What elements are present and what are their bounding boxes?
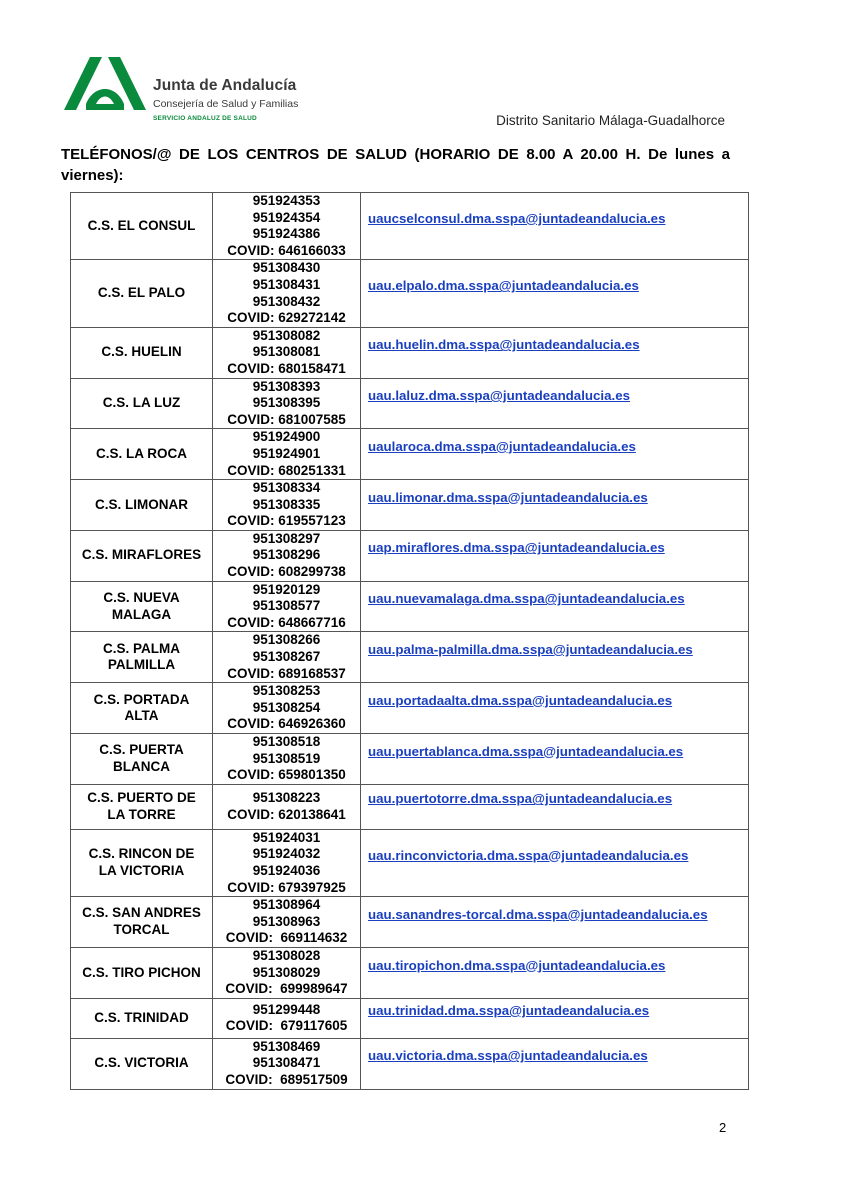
table-row: [71, 683, 749, 734]
center-name-text: C.S. VICTORIA: [94, 1055, 189, 1071]
center-phones: [213, 632, 361, 683]
center-name-text: C.S. PUERTA BLANCA: [99, 742, 184, 774]
phone-number: 951924353: [252, 193, 321, 208]
center-name-text: C.S. EL CONSUL: [87, 217, 196, 233]
center-name: [71, 998, 213, 1038]
department-name: Consejería de Salud y Familias: [153, 98, 299, 110]
center-email-cell: [361, 260, 749, 327]
center-email-cell: [361, 327, 749, 378]
phone-number: 951308297: [252, 530, 321, 546]
center-name-text: C.S. PALMA PALMILLA: [103, 640, 180, 673]
phone-number: 951308964: [252, 897, 321, 913]
phone-number: 951308266: [252, 632, 321, 648]
center-phones: [213, 947, 361, 998]
email-link[interactable]: uau.limonar.dma.sspa@juntadeandalucia.es: [368, 489, 648, 505]
org-name: Junta de Andalucía: [153, 77, 297, 94]
phone-number: COVID: 699989647: [225, 981, 348, 997]
center-email-cell: [361, 683, 749, 734]
phone-number: 951299448: [252, 1001, 321, 1017]
phone-number: 951308334: [252, 480, 321, 496]
center-name-text: C.S. LA ROCA: [96, 445, 187, 461]
district-name: Distrito Sanitario Málaga-Guadalhorce: [496, 113, 725, 128]
table-row: [71, 378, 749, 429]
center-phones: [213, 327, 361, 378]
center-name-text: C.S. EL PALO: [97, 285, 186, 301]
phone-number: COVID: 669114632: [225, 930, 348, 946]
table-row: [71, 327, 749, 378]
center-email-cell: [361, 829, 749, 896]
table-row: [71, 784, 749, 829]
junta-logo-icon: [64, 54, 146, 112]
phone-number: COVID: 619557123: [227, 513, 346, 529]
phone-number: 951308577: [252, 598, 321, 614]
phone-number: COVID: 659801350: [227, 767, 346, 783]
table-row: [71, 734, 749, 785]
phone-number: 951308519: [252, 750, 321, 766]
table-row: [71, 530, 749, 581]
email-link[interactable]: uau.portadaalta.dma.sspa@juntadeandalucia.es: [368, 692, 673, 708]
email-link[interactable]: uaucselconsul.dma.sspa@juntadeandalucia.es: [368, 210, 666, 226]
phone-number: COVID: 648667716: [227, 614, 346, 630]
center-email-cell: [361, 784, 749, 829]
center-name-text: C.S. PUERTO DE LA TORRE: [87, 790, 196, 822]
center-name-text: C.S. LA LUZ: [102, 395, 181, 411]
junta-logo: [64, 52, 324, 130]
email-link[interactable]: uau.victoria.dma.sspa@juntadeandalucia.es: [368, 1048, 648, 1064]
center-email-cell: [361, 1038, 749, 1089]
email-link[interactable]: uap.miraflores.dma.sspa@juntadeandalucia.es: [368, 540, 665, 556]
center-phones: [213, 998, 361, 1038]
center-email-cell: [361, 581, 749, 632]
phone-number: 951308469: [252, 1038, 321, 1054]
phone-number: 951308081: [252, 344, 321, 360]
table-row: [71, 897, 749, 948]
center-phones: [213, 683, 361, 734]
center-phones: [213, 897, 361, 948]
phone-number: 951308430: [252, 260, 321, 276]
phone-number: 951920129: [252, 581, 321, 597]
phone-number: 951308028: [252, 947, 321, 963]
center-phones: [213, 784, 361, 829]
table-row: [71, 1038, 749, 1089]
phone-number: 951924901: [252, 445, 321, 461]
phone-number: 951308296: [252, 547, 321, 563]
phone-number: 951924036: [252, 862, 321, 878]
table-row: [71, 632, 749, 683]
center-phones: [213, 734, 361, 785]
center-name: [71, 947, 213, 998]
phone-number: COVID: 646166033: [227, 242, 346, 258]
phone-number: 951924032: [252, 846, 321, 862]
phone-number: 951924386: [252, 226, 321, 242]
email-link[interactable]: uau.palma-palmilla.dma.sspa@juntadeandalucia.es: [368, 642, 693, 658]
center-email-cell: [361, 193, 749, 260]
email-link[interactable]: uau.laluz.dma.sspa@juntadeandalucia.es: [368, 388, 630, 404]
center-phones: [213, 429, 361, 480]
center-email-cell: [361, 632, 749, 683]
phone-number: 951308471: [252, 1055, 321, 1071]
center-name-text: C.S. SAN ANDRES TORCAL: [82, 905, 201, 938]
center-email-cell: [361, 897, 749, 948]
table-row: [71, 260, 749, 327]
email-link[interactable]: uaularoca.dma.sspa@juntadeandalucia.es: [368, 438, 636, 454]
center-name: [71, 683, 213, 734]
center-phones: [213, 530, 361, 581]
phone-number: 951308029: [252, 964, 321, 980]
center-name: [71, 327, 213, 378]
center-phones: [213, 1038, 361, 1089]
phone-number: 951308432: [252, 293, 321, 309]
phone-number: COVID: 646926360: [227, 716, 346, 732]
email-link[interactable]: uau.elpalo.dma.sspa@juntadeandalucia.es: [368, 278, 639, 294]
center-phones: [213, 378, 361, 429]
heading-line-1: TELÉFONOS/@ DE LOS CENTROS DE SALUD (HORARIO DE 8.00 A 20.00 H. De lunes a: [61, 146, 730, 163]
email-link[interactable]: uau.sanandres-torcal.dma.sspa@juntadeandalucia.es: [368, 906, 708, 922]
phone-number: 951308395: [252, 395, 321, 411]
page-heading: [61, 144, 730, 186]
center-phones: [213, 480, 361, 531]
center-email-cell: [361, 734, 749, 785]
phone-number: COVID: 608299738: [227, 564, 346, 580]
phone-number: 951308253: [252, 683, 321, 699]
center-name: [71, 193, 213, 260]
center-name-text: C.S. TRINIDAD: [94, 1009, 189, 1025]
table-row: [71, 581, 749, 632]
health-centers-table: [70, 192, 749, 1090]
phone-number: COVID: 680158471: [227, 360, 346, 376]
email-link[interactable]: uau.puertablanca.dma.sspa@juntadeandalucia.es: [368, 743, 684, 759]
phone-number: 951308223: [252, 790, 321, 806]
phone-number: 951308082: [252, 327, 321, 343]
phone-number: 951308335: [252, 496, 321, 512]
center-name: [71, 784, 213, 829]
phone-number: COVID: 679397925: [227, 879, 346, 895]
center-email-cell: [361, 429, 749, 480]
heading-line-2: viernes):: [61, 167, 124, 184]
center-name: [71, 632, 213, 683]
phone-number: COVID: 629272142: [227, 310, 346, 326]
center-email-cell: [361, 378, 749, 429]
center-name-text: C.S. RINCON DE LA VICTORIA: [88, 846, 195, 878]
phone-number: 951924900: [252, 429, 321, 445]
table-row: [71, 429, 749, 480]
phone-number: 951308267: [252, 649, 321, 665]
phone-number: 951924031: [252, 829, 321, 845]
phone-number: 951308254: [252, 699, 321, 715]
service-name: SERVICIO ANDALUZ DE SALUD: [153, 115, 257, 122]
phone-number: 951308393: [252, 378, 321, 394]
phone-number: COVID: 680251331: [227, 462, 346, 478]
phone-number: COVID: 689517509: [225, 1071, 348, 1087]
center-name: [71, 429, 213, 480]
phone-number: 951924354: [252, 209, 321, 225]
center-name: [71, 480, 213, 531]
email-link[interactable]: uau.nuevamalaga.dma.sspa@juntadeandalucia.es: [368, 591, 685, 607]
center-phones: [213, 581, 361, 632]
center-email-cell: [361, 947, 749, 998]
center-name-text: C.S. NUEVA MALAGA: [103, 589, 180, 622]
email-link[interactable]: uau.rinconvictoria.dma.sspa@juntadeandalucia.es: [368, 847, 689, 863]
table-row: [71, 998, 749, 1038]
table-row: [71, 480, 749, 531]
center-phones: [213, 260, 361, 327]
phone-number: COVID: 679117605: [225, 1018, 348, 1034]
center-name: [71, 897, 213, 948]
email-link[interactable]: uau.trinidad.dma.sspa@juntadeandalucia.es: [368, 1002, 650, 1018]
center-name: [71, 378, 213, 429]
center-name: [71, 1038, 213, 1089]
center-email-cell: [361, 480, 749, 531]
center-email-cell: [361, 530, 749, 581]
center-name: [71, 530, 213, 581]
center-phones: [213, 193, 361, 260]
phone-number: 951308963: [252, 913, 321, 929]
page-number: 2: [719, 1120, 727, 1135]
email-link[interactable]: uau.huelin.dma.sspa@juntadeandalucia.es: [368, 337, 640, 353]
email-link[interactable]: uau.tiropichon.dma.sspa@juntadeandalucia.es: [368, 957, 666, 973]
phone-number: COVID: 681007585: [227, 411, 346, 427]
phone-number: COVID: 620138641: [227, 806, 346, 822]
center-name: [71, 829, 213, 896]
center-name-text: C.S. PORTADA ALTA: [93, 691, 190, 724]
phone-number: 951308518: [252, 734, 321, 749]
table-row: [71, 193, 749, 260]
email-link[interactable]: uau.puertotorre.dma.sspa@juntadeandalucia.es: [368, 791, 673, 807]
center-name: [71, 260, 213, 327]
center-name-text: C.S. LIMONAR: [95, 496, 188, 512]
phone-number: COVID: 689168537: [227, 665, 346, 681]
center-name-text: C.S. TIRO PICHON: [82, 964, 201, 980]
center-email-cell: [361, 998, 749, 1038]
center-name-text: C.S. MIRAFLORES: [81, 547, 202, 563]
center-phones: [213, 829, 361, 896]
center-name: [71, 581, 213, 632]
center-name-text: C.S. HUELIN: [101, 344, 182, 360]
phone-number: 951308431: [252, 276, 321, 292]
center-name: [71, 734, 213, 785]
table-row: [71, 947, 749, 998]
table-row: [71, 829, 749, 896]
